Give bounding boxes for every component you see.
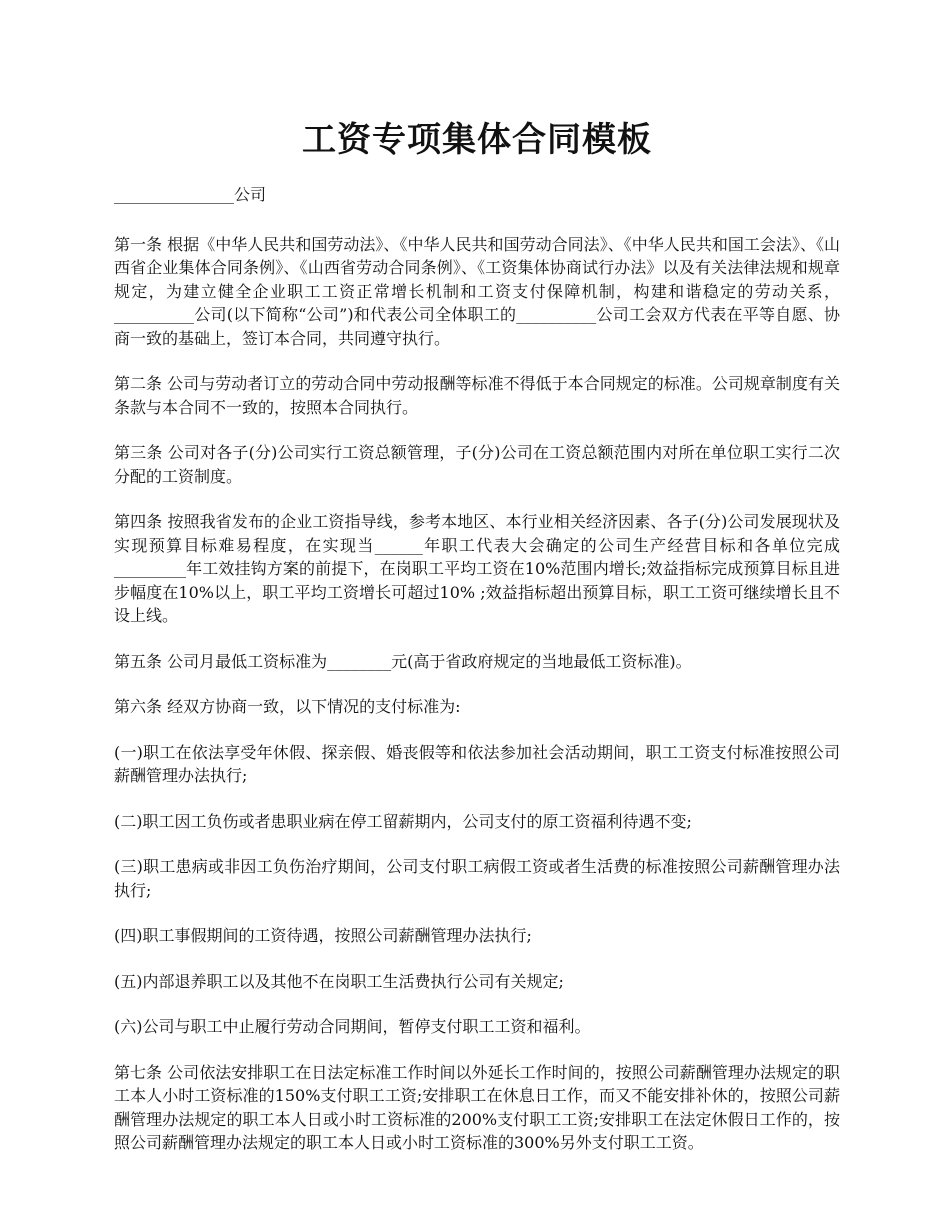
article-6-item-4: (四)职工事假期间的工资待遇，按照公司薪酬管理办法执行;	[114, 926, 532, 945]
article-3: 第三条 公司对各子(分)公司实行工资总额管理，子(分)公司在工资总额范围内对所在单位职工实行二次分配的工资制度。	[114, 443, 840, 486]
company-line: _______________公司	[114, 185, 267, 204]
article-6-item-6: (六)公司与职工中止履行劳动合同期间，暂停支付职工工资和福利。	[114, 1017, 591, 1036]
article-6-item-2: (二)职工因工负伤或者患职业病在停工留薪期内，公司支付的原工资福利待遇不变;	[114, 811, 692, 831]
article-2: 第二条 公司与劳动者订立的劳动合同中劳动报酬等标准不得低于本合同规定的标准。公司规章制度有关条款与本合同不一致的，按照本合同执行。	[114, 374, 840, 417]
article-5: 第五条 公司月最低工资标准为________元(高于省政府规定的当地最低工资标准)。	[114, 651, 692, 671]
article-6-item-5: (五)内部退养职工以及其他不在岗职工生活费执行公司有关规定;	[114, 971, 564, 991]
article-6: 第六条 经双方协商一致，以下情况的支付标准为:	[114, 697, 461, 716]
article-1: 第一条 根据《中华人民共和国劳动法》、《中华人民共和国劳动合同法》、《中华人民共和国工会法》、《山西省企业集体合同条例》、《山西省劳动合同条例》、《工资集体协商试行办法》以及有关法律法规和规章规定，为建立健全企业职工工资正常增长机制和工资支付保障机制，构建和谐稳定的劳动关系，__________公司(以下简称“公司”)和代表公司全体职工的__________公司工会双方代表在平等自愿、协商一致的基础上，签订本合同，共同遵守执行。	[114, 234, 840, 348]
document-title: 工资专项集体合同模板	[302, 120, 652, 160]
article-6-item-3: (三)职工患病或非因工负伤治疗期间，公司支付职工病假工资或者生活费的标准按照公司薪酬管理办法执行;	[114, 857, 840, 900]
article-4: 第四条 按照我省发布的企业工资指导线，参考本地区、本行业相关经济因素、各子(分)公司发展现状及实现预算目标难易程度，在实现当______年职工代表大会确定的公司生产经营目标和各单位完成_________年工效挂钩方案的前提下，在岗职工平均工资在10%范围内增长;效益指标完成预算目标且进步幅度在10%以上，职工平均工资增长可超过10% ;效益指标超出预算目标，职工工资可继续增长且不设上线。	[114, 512, 840, 625]
article-6-item-1: (一)职工在依法享受年休假、探亲假、婚丧假等和依法参加社会活动期间，职工工资支付标准按照公司薪酬管理办法执行;	[114, 742, 840, 785]
article-7: 第七条 公司依法安排职工在日法定标准工作时间以外延长工作时间的，按照公司薪酬管理办法规定的职工本人小时工资标准的150%支付职工工资;安排职工在休息日工作，而又不能安排补休的，按照公司薪酬管理办法规定的职工本人日或小时工资标准的200%支付职工工资;安排职工在法定休假日工作的，按照公司薪酬管理办法规定的职工本人日或小时工资标准的300%另外支付职工工资。	[114, 1062, 840, 1152]
